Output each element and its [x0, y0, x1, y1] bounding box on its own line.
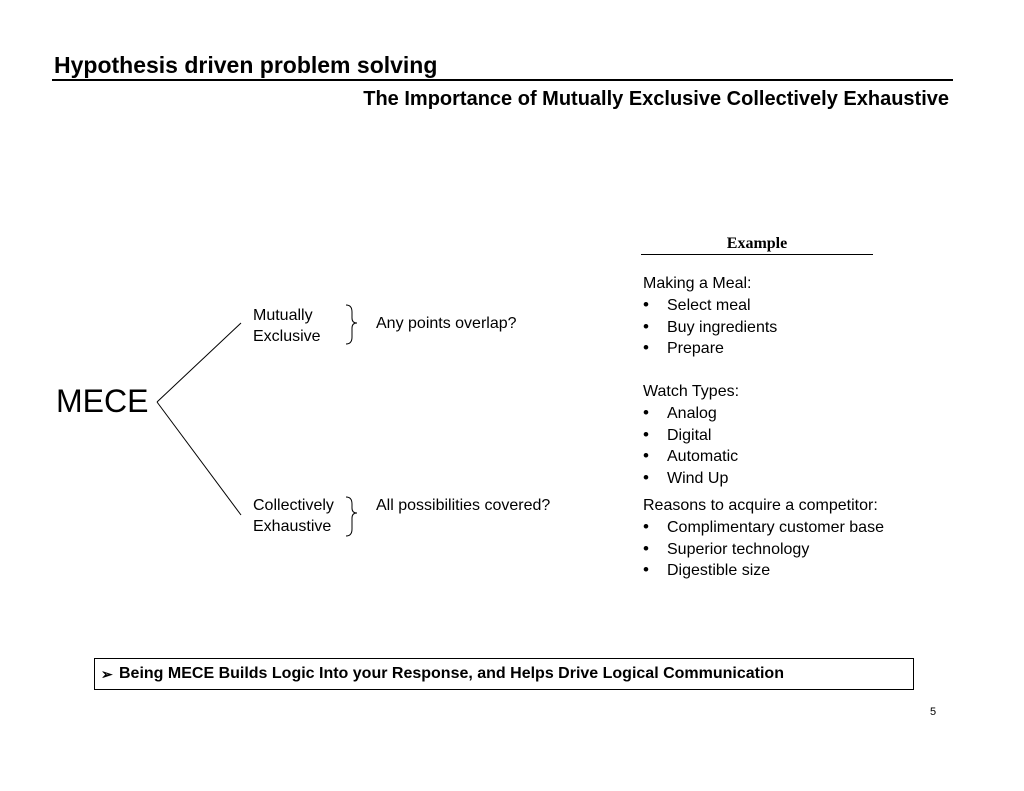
page-number: 5 — [930, 706, 937, 718]
list-item — [643, 317, 777, 339]
example-group-heading: Reasons to acquire a competitor: — [643, 497, 878, 514]
overlap-question: Any points overlap? — [376, 315, 517, 332]
slide-subtitle: The Importance of Mutually Exclusive Collectively Exhaustive — [363, 88, 949, 110]
bullet-icon: • — [643, 316, 649, 336]
collectively-exhaustive-line2: Exhaustive — [253, 518, 332, 535]
mutually-exclusive-line1: Mutually — [253, 307, 313, 324]
bullet-icon: • — [643, 424, 649, 444]
bullet-icon: • — [643, 560, 649, 580]
coverage-question: All possibilities covered? — [376, 497, 551, 514]
list-item — [643, 425, 739, 447]
list-item — [643, 446, 739, 468]
list-item-text: Prepare — [667, 340, 724, 358]
list-item-text: Buy ingredients — [667, 318, 778, 336]
list-item — [643, 517, 884, 539]
example-underline — [641, 254, 873, 255]
key-takeaway-box — [94, 658, 914, 690]
upper-brace — [346, 305, 357, 344]
example-group-heading: Watch Types: — [643, 383, 740, 400]
example-group-heading: Making a Meal: — [643, 275, 752, 292]
bullet-icon: • — [643, 538, 649, 558]
bullet-icon: • — [643, 338, 649, 358]
list-item-text: Select meal — [667, 296, 751, 314]
list-item — [643, 338, 777, 360]
list-item — [643, 560, 884, 582]
list-item-text: Superior technology — [667, 540, 810, 558]
key-takeaway-text: Being MECE Builds Logic Into your Response, and Helps Drive Logical Communication — [119, 665, 784, 682]
mutually-exclusive-label — [253, 305, 321, 347]
example-list — [643, 295, 777, 360]
example-group-meal — [643, 273, 777, 360]
list-item-text: Digital — [667, 426, 712, 444]
lower-brace — [346, 497, 357, 536]
list-item-text: Complimentary customer base — [667, 518, 884, 536]
list-item — [643, 295, 777, 317]
bullet-icon: • — [643, 468, 649, 488]
bullet-icon: • — [643, 402, 649, 422]
collectively-exhaustive-line1: Collectively — [253, 497, 334, 514]
bullet-icon: • — [643, 516, 649, 536]
lower-branch-line — [157, 402, 241, 515]
slide-title: Hypothesis driven problem solving — [54, 52, 438, 78]
example-list — [643, 403, 739, 490]
bullet-icon: • — [643, 294, 649, 314]
upper-branch-line — [157, 323, 241, 402]
list-item — [643, 468, 739, 490]
list-item — [643, 539, 884, 561]
bullet-icon: • — [643, 446, 649, 466]
list-item-text: Analog — [667, 404, 717, 422]
list-item-text: Wind Up — [667, 470, 729, 488]
list-item — [643, 403, 739, 425]
example-group-acquisition-reasons — [643, 495, 884, 582]
example-group-watch-types — [643, 381, 739, 490]
collectively-exhaustive-label — [253, 495, 334, 537]
mece-root-label: MECE — [56, 383, 149, 419]
arrow-bullet-icon: ➢ — [101, 666, 113, 682]
mutually-exclusive-line2: Exclusive — [253, 328, 321, 345]
list-item-text: Digestible size — [667, 562, 771, 580]
example-heading: Example — [726, 235, 788, 252]
example-list — [643, 517, 884, 582]
list-item-text: Automatic — [667, 448, 739, 466]
